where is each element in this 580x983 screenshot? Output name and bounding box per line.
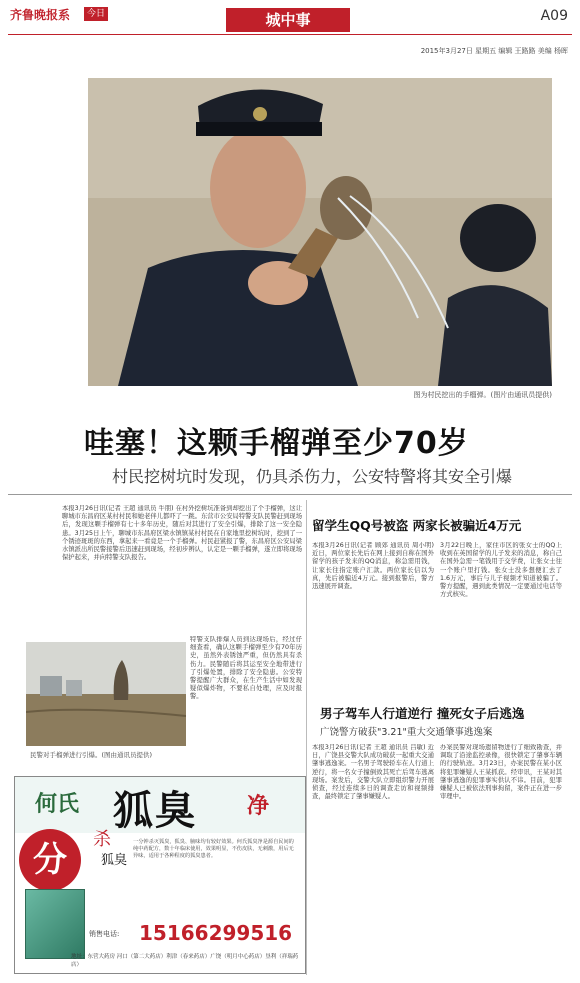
main-photo bbox=[88, 78, 552, 386]
ad-kill-text: 杀 bbox=[93, 829, 111, 850]
brand-sub-badge: 今日 bbox=[84, 7, 108, 21]
policeman-holding-grenade-illustration bbox=[88, 78, 552, 386]
ad-product-suffix: 净 bbox=[247, 793, 270, 819]
photo-caption: 图为村民挖出的手榴弹。(图片由通讯员提供) bbox=[413, 391, 552, 399]
headline-divider bbox=[8, 494, 572, 495]
ad-phone-number[interactable]: 15166299516 bbox=[139, 921, 293, 945]
article3-body-right: 办案民警对现场遗留物进行了细致勘查，并调取了沿途监控录像，很快锁定了肇事车辆的行驶轨迹。3月23日，办案民警在某小区将犯罪嫌疑人王某抓获。经审讯，王某对其肇事逃逸的犯罪事实供认不讳。目前，犯罪嫌疑人已被依法刑事拘留，案件正在进一步审理中。 bbox=[440, 744, 562, 801]
header-divider bbox=[8, 34, 572, 35]
ad-sub-text: 狐臭 bbox=[101, 853, 128, 868]
ad-product-name: 狐臭 bbox=[113, 787, 197, 834]
column-divider bbox=[306, 500, 307, 975]
section-title: 城中事 bbox=[226, 8, 350, 32]
article3-title: 男子驾车人行道逆行 撞死女子后逃逸 bbox=[320, 706, 525, 721]
ad-address: 地址：东营大药房 河口（第二大药店）利津（春来药店）广饶（明月中心药店）垦利（祥瑞药店） bbox=[71, 954, 299, 968]
article3-subtitle: 广饶警方破获"3.21"重大交通肇事逃逸案 bbox=[320, 727, 493, 738]
subheadline: 村民挖树坑时发现，仍具杀伤力，公安特警将其安全引爆 bbox=[112, 467, 513, 486]
advertisement bbox=[14, 776, 306, 974]
headline: 哇塞！这颗手榴弹至少70岁 bbox=[84, 426, 469, 461]
ad-phone-label: 销售电话: bbox=[89, 930, 120, 938]
issue-meta: 2015年3月27日 星期五 编辑 王路路 美编 杨晖 bbox=[420, 47, 568, 55]
article2-body-right: 3月22日晚上，家住市区的张女士的QQ上收到在英国留学的儿子发来的消息，称自己在国外急需一笔钱用于交学费，让张女士往一个账户里打钱。张女士没多想便汇去了1.6万元，事后与儿子视频才知道被骗了。警方提醒，遇到此类情况一定要通过电话等方式核实。 bbox=[440, 542, 562, 599]
product-box-image bbox=[25, 889, 85, 959]
main-article-body: 本报3月26日讯(记者 王超 通讯员 牛朋) 在村外挖树坑准备到却挖出了个手榴弹，这让聊城市东昌府区某村村民和她老伴儿都吓了一跳。东营市公安局特警支队民警赶到现场后，发现这颗手榴弹有七十多年历史，随后对其进行了安全引爆，排除了这一安全隐患。3月25日上午，聊城市东昌府区梁水镇镇某村村民在自家地里挖树坑时，挖到了一个锈迹斑斑的东西，拿起来一看竟是一个手榴弹。村民赶紧报了警，东昌府区公安局梁水镇派出所民警接警后迅速赶到现场，经初步辨认，认定是一颗手榴弹，遂立即将现场保护起来，并向特警支队报告。 bbox=[62, 505, 302, 562]
main-article-body-continued: 特警支队排爆人员到达现场后，经过仔细查看，确认这颗手榴弹至少有70年历史，虽然外表锈蚀严重，但仍然具有杀伤力。民警随后将其运至安全地带进行了引爆处置，排除了安全隐患。公安特警提醒广大群众，在生产生活中如发现疑似爆炸物，不要私自处理，应及时报警。 bbox=[190, 636, 302, 701]
ad-description: 一分钟杀灭狐臭，狐臭、腋味均有较好效果。何氏狐臭净是源自民间的纯中药配方，数十年临床使用，效果明显，不伤皮肤，无刺激，用后无异味，适用于各种程度的狐臭患者。 bbox=[133, 839, 294, 859]
article2-title: 留学生QQ号被盗 两家长被骗近4万元 bbox=[312, 518, 522, 533]
ad-brand: 何氏 bbox=[35, 791, 80, 817]
brand-logo: 齐鲁晚报系 bbox=[10, 8, 71, 22]
article2-body-left: 本报3月26日讯(记者 顾郊 通讯员 周小明) 近日，两位家长先后在网上接到自称在国外留学的孩子发来的QQ消息，称急需用钱，让家长往指定账户汇款。两位家长信以为真，先后被骗近4万元。接到报警后，警方迅速展开调查。 bbox=[312, 542, 434, 591]
page-number: A09 bbox=[540, 8, 568, 24]
ad-minute-badge: 分 bbox=[19, 829, 81, 891]
explosion-photo-caption: 民警对手榴弹进行引爆。(图由通讯员提供) bbox=[30, 751, 153, 759]
field-explosion-illustration bbox=[26, 642, 186, 746]
explosion-photo bbox=[26, 642, 186, 746]
article3-body-left: 本报3月26日讯(记者 王超 通讯员 吕敏) 近日，广饶县交警大队成功破获一起重大交通肇事逃逸案。一名男子驾驶轿车在人行道上逆行，将一名女子撞倒致其死亡后驾车逃离现场。案发后，交警大队立即组织警力开展侦查，经过连续多日的调查走访和视频排查，最终锁定了肇事嫌疑人。 bbox=[312, 744, 434, 801]
